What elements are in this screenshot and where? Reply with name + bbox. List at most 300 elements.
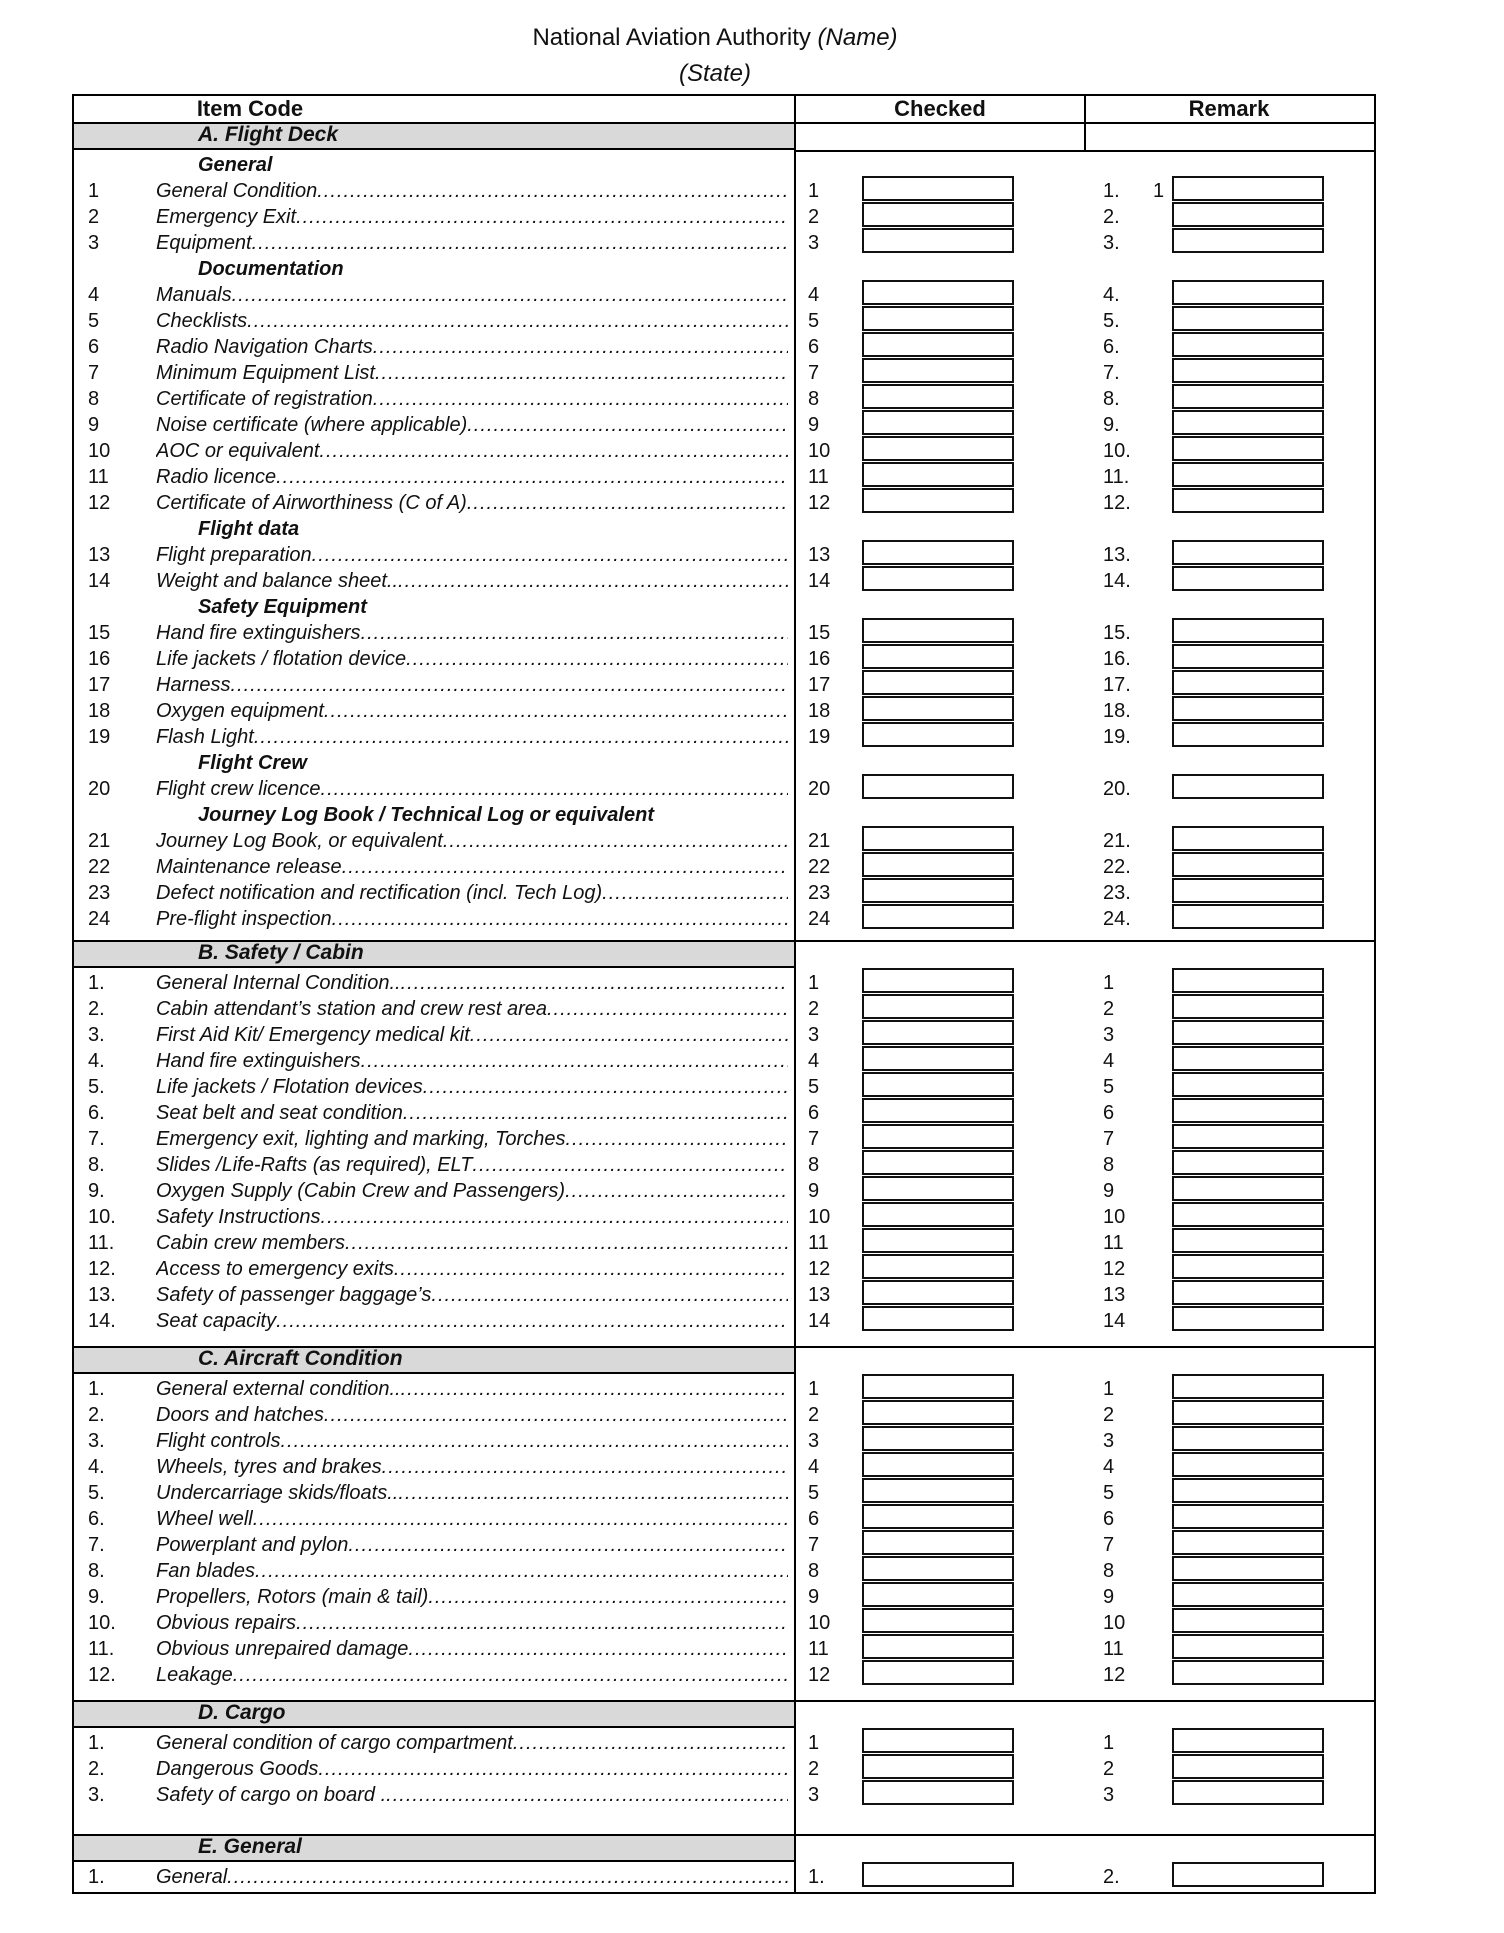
checklist-row — [0, 1126, 1504, 1152]
remark-number: 5 — [1103, 1076, 1115, 1098]
checked-box[interactable] — [862, 1228, 1014, 1253]
remark-box[interactable] — [1172, 358, 1324, 383]
checked-box[interactable] — [862, 1124, 1014, 1149]
remark-number: 10 — [1103, 1612, 1126, 1634]
remark-box[interactable] — [1172, 826, 1324, 851]
remark-number: 12 — [1103, 1664, 1126, 1686]
remark-box[interactable] — [1172, 1098, 1324, 1123]
remark-box[interactable] — [1172, 1374, 1324, 1399]
remark-number: 21. — [1103, 830, 1131, 852]
checked-number: 12 — [808, 1664, 831, 1686]
item-description: Leakage ..... — [156, 1662, 788, 1688]
checked-box[interactable] — [862, 1780, 1014, 1805]
remark-number: 14. — [1103, 570, 1131, 592]
checked-box[interactable] — [862, 488, 1014, 513]
item-description: Checklists ..... — [156, 308, 788, 334]
remark-box[interactable] — [1172, 1072, 1324, 1097]
checked-box[interactable] — [862, 280, 1014, 305]
item-description: Emergency Exit ..... — [156, 204, 788, 230]
item-number: 15 — [88, 622, 111, 644]
checked-box[interactable] — [862, 202, 1014, 227]
item-description: Cabin crew members ..... — [156, 1230, 788, 1256]
remark-box[interactable] — [1172, 540, 1324, 565]
remark-box[interactable] — [1172, 228, 1324, 253]
remark-number: 18. — [1103, 700, 1131, 722]
remark-number: 11. — [1103, 466, 1130, 488]
item-number: 4 — [88, 284, 100, 306]
remark-number: 6 — [1103, 1508, 1115, 1530]
checked-box[interactable] — [862, 1202, 1014, 1227]
item-number: 11. — [88, 1232, 115, 1254]
remark-number: 7 — [1103, 1128, 1115, 1150]
authority-title — [0, 24, 1430, 52]
checklist-row — [0, 282, 1504, 308]
remark-number: 20. — [1103, 778, 1131, 800]
item-number: 1. — [88, 1378, 105, 1400]
remark-box[interactable] — [1172, 1124, 1324, 1149]
item-number: 17 — [88, 674, 111, 696]
remark-box[interactable] — [1172, 1280, 1324, 1305]
checked-box[interactable] — [862, 696, 1014, 721]
checked-box[interactable] — [862, 1634, 1014, 1659]
item-number: 20 — [88, 778, 111, 800]
item-description: General Condition ..... — [156, 178, 788, 204]
item-description: Access to emergency exits ..... — [156, 1256, 788, 1282]
checked-box[interactable] — [862, 436, 1014, 461]
remark-box[interactable] — [1172, 1228, 1324, 1253]
checked-box[interactable] — [862, 1478, 1014, 1503]
checked-number: 19 — [808, 726, 831, 748]
item-description: Cabin attendant’s station and crew rest area ..... — [156, 996, 788, 1022]
remark-box[interactable] — [1172, 462, 1324, 487]
item-number: 9 — [88, 414, 100, 436]
checked-number: 1. — [808, 1866, 825, 1888]
remark-box[interactable] — [1172, 1452, 1324, 1477]
item-description: Propellers, Rotors (main & tail) ..... — [156, 1584, 788, 1610]
checklist-row — [0, 308, 1504, 334]
remark-box[interactable] — [1172, 1862, 1324, 1887]
checked-number: 21 — [808, 830, 831, 852]
checklist-row — [0, 1610, 1504, 1636]
checklist-row — [0, 1506, 1504, 1532]
remark-number: 9 — [1103, 1586, 1115, 1608]
checklist-row — [0, 1022, 1504, 1048]
section-rule-top — [72, 1700, 794, 1702]
remark-box[interactable] — [1172, 696, 1324, 721]
remark-number: 5. — [1103, 310, 1120, 332]
item-description: Flight crew licence ..... — [156, 776, 788, 802]
checklist-row — [0, 1100, 1504, 1126]
item-description: Flight controls ..... — [156, 1428, 788, 1454]
remark-box[interactable] — [1172, 852, 1324, 877]
item-description: Certificate of registration ..... — [156, 386, 788, 412]
item-description: Flash Light ..... — [156, 724, 788, 750]
remark-box[interactable] — [1172, 1728, 1324, 1753]
remark-box[interactable] — [1172, 176, 1324, 201]
checked-number: 8 — [808, 388, 820, 410]
checklist-row — [0, 776, 1504, 802]
remark-number: 3 — [1103, 1784, 1115, 1806]
checked-box[interactable] — [862, 994, 1014, 1019]
checklist-row — [0, 1864, 1504, 1890]
item-number: 4. — [88, 1456, 105, 1478]
item-description: General ..... — [156, 1864, 788, 1890]
remark-number: 24. — [1103, 908, 1131, 930]
item-number: 16 — [88, 648, 111, 670]
item-description: Radio Navigation Charts ..... — [156, 334, 788, 360]
remark-box[interactable] — [1172, 722, 1324, 747]
item-description: General Internal Condition.. ..... — [156, 970, 788, 996]
checked-box[interactable] — [862, 1176, 1014, 1201]
item-description: Hand fire extinguishers ..... — [156, 620, 788, 646]
remark-number: 1 — [1103, 972, 1115, 994]
remark-number: 5 — [1103, 1482, 1115, 1504]
checked-box[interactable] — [862, 722, 1014, 747]
checklist-row — [0, 1730, 1504, 1756]
item-number: 12. — [88, 1258, 116, 1280]
checked-number: 6 — [808, 336, 820, 358]
item-description: First Aid Kit/ Emergency medical kit ..... — [156, 1022, 788, 1048]
checklist-row — [0, 724, 1504, 750]
remark-box[interactable] — [1172, 1254, 1324, 1279]
remark-box[interactable] — [1172, 670, 1324, 695]
section-rule-right — [794, 1834, 1374, 1836]
item-number: 8. — [88, 1154, 105, 1176]
checked-box[interactable] — [862, 1046, 1014, 1071]
checked-number: 2 — [808, 1758, 820, 1780]
remark-number: 9. — [1103, 414, 1120, 436]
checklist-row — [0, 1048, 1504, 1074]
section-title: D. Cargo — [198, 1701, 286, 1724]
remark-number: 11 — [1103, 1638, 1124, 1660]
checked-number: 4 — [808, 284, 820, 306]
checked-box[interactable] — [862, 384, 1014, 409]
remark-box[interactable] — [1172, 1780, 1324, 1805]
remark-number: 12. — [1103, 492, 1131, 514]
item-number: 5. — [88, 1482, 105, 1504]
checked-box[interactable] — [862, 644, 1014, 669]
remark-number: 8. — [1103, 388, 1120, 410]
remark-number: 19. — [1103, 726, 1131, 748]
checked-box[interactable] — [862, 566, 1014, 591]
checklist-row — [0, 1454, 1504, 1480]
item-description: Safety Instructions ..... — [156, 1204, 788, 1230]
checked-box[interactable] — [862, 332, 1014, 357]
checklist-row — [0, 490, 1504, 516]
checked-number: 23 — [808, 882, 831, 904]
checked-box[interactable] — [862, 1072, 1014, 1097]
checked-number: 12 — [808, 492, 831, 514]
remark-box[interactable] — [1172, 994, 1324, 1019]
remark-box[interactable] — [1172, 280, 1324, 305]
checked-number: 5 — [808, 1482, 820, 1504]
remark-box[interactable] — [1172, 1020, 1324, 1045]
group-heading: Journey Log Book / Technical Log or equivalent — [198, 804, 654, 826]
item-number: 4. — [88, 1050, 105, 1072]
item-description: Undercarriage skids/floats.. ..... — [156, 1480, 788, 1506]
checked-number: 6 — [808, 1102, 820, 1124]
checked-box[interactable] — [862, 878, 1014, 903]
remark-box[interactable] — [1172, 410, 1324, 435]
item-description: Slides /Life-Rafts (as required), ELT ..... — [156, 1152, 788, 1178]
remark-box[interactable] — [1172, 488, 1324, 513]
checklist-row — [0, 854, 1504, 880]
checklist-row — [0, 1152, 1504, 1178]
checked-number: 1 — [808, 1732, 820, 1754]
checked-box[interactable] — [862, 904, 1014, 929]
checklist-row — [0, 230, 1504, 256]
checked-number: 17 — [808, 674, 831, 696]
checked-box[interactable] — [862, 228, 1014, 253]
checklist-row — [0, 542, 1504, 568]
checked-box[interactable] — [862, 618, 1014, 643]
remark-box[interactable] — [1172, 1556, 1324, 1581]
checklist-row — [0, 1428, 1504, 1454]
remark-box[interactable] — [1172, 384, 1324, 409]
item-description: General external condition.. ..... — [156, 1376, 788, 1402]
checklist-row — [0, 906, 1504, 932]
checked-number: 3 — [808, 1024, 820, 1046]
remark-box[interactable] — [1172, 1202, 1324, 1227]
checklist-row — [0, 438, 1504, 464]
item-number: 7 — [88, 362, 100, 384]
item-description: Pre-flight inspection ..... — [156, 906, 788, 932]
checked-box[interactable] — [862, 1452, 1014, 1477]
group-heading: Flight Crew — [198, 752, 307, 774]
checked-box[interactable] — [862, 1254, 1014, 1279]
checked-box[interactable] — [862, 1400, 1014, 1425]
remark-box[interactable] — [1172, 306, 1324, 331]
checked-box[interactable] — [862, 1020, 1014, 1045]
remark-box[interactable] — [1172, 1046, 1324, 1071]
checklist-row — [0, 1558, 1504, 1584]
checked-box[interactable] — [862, 1530, 1014, 1555]
checked-box[interactable] — [862, 1374, 1014, 1399]
checklist-row — [0, 1532, 1504, 1558]
item-number: 8 — [88, 388, 100, 410]
remark-number: 6. — [1103, 336, 1120, 358]
remark-number: 4 — [1103, 1050, 1115, 1072]
remark-box[interactable] — [1172, 1754, 1324, 1779]
checked-box[interactable] — [862, 1150, 1014, 1175]
authority-name: National Aviation Authority — [532, 24, 811, 51]
remark-box[interactable] — [1172, 774, 1324, 799]
checked-box[interactable] — [862, 968, 1014, 993]
checklist-row — [0, 620, 1504, 646]
checked-box[interactable] — [862, 1426, 1014, 1451]
item-number: 3. — [88, 1430, 105, 1452]
checked-box[interactable] — [862, 1098, 1014, 1123]
item-description: Radio licence ..... — [156, 464, 788, 490]
checked-box[interactable] — [862, 306, 1014, 331]
checked-number: 3 — [808, 232, 820, 254]
item-number: 6. — [88, 1102, 105, 1124]
item-description: Life jackets / flotation device ..... — [156, 646, 788, 672]
item-description: AOC or equivalent ..... — [156, 438, 788, 464]
item-description: Flight preparation ..... — [156, 542, 788, 568]
remark-number: 3 — [1103, 1024, 1115, 1046]
checklist-row — [0, 464, 1504, 490]
item-number: 13. — [88, 1284, 116, 1306]
checked-box[interactable] — [862, 774, 1014, 799]
remark-box[interactable] — [1172, 1582, 1324, 1607]
remark-box[interactable] — [1172, 1400, 1324, 1425]
item-description: Certificate of Airworthiness (C of A) ..... — [156, 490, 788, 516]
checked-number: 10 — [808, 440, 831, 462]
remark-box[interactable] — [1172, 904, 1324, 929]
checked-box[interactable] — [862, 358, 1014, 383]
checklist-row — [0, 1256, 1504, 1282]
section-title: A. Flight Deck — [198, 123, 339, 146]
remark-number: 6 — [1103, 1102, 1115, 1124]
section-rule-top — [72, 122, 794, 124]
checked-number: 12 — [808, 1258, 831, 1280]
checked-box[interactable] — [862, 1728, 1014, 1753]
item-number: 22 — [88, 856, 111, 878]
item-description: Harness ..... — [156, 672, 788, 698]
remark-number: 8 — [1103, 1154, 1115, 1176]
remark-box[interactable] — [1172, 1176, 1324, 1201]
checked-box[interactable] — [862, 1862, 1014, 1887]
item-description: General condition of cargo compartment ..... — [156, 1730, 788, 1756]
checked-box[interactable] — [862, 176, 1014, 201]
remark-box[interactable] — [1172, 1306, 1324, 1331]
remark-number: 15. — [1103, 622, 1131, 644]
item-number: 1. — [88, 1732, 105, 1754]
checked-box[interactable] — [862, 1556, 1014, 1581]
item-description: Hand fire extinguishers ..... — [156, 1048, 788, 1074]
remark-box[interactable] — [1172, 566, 1324, 591]
checked-number: 6 — [808, 1508, 820, 1530]
checklist-row — [0, 1480, 1504, 1506]
checked-number: 2 — [808, 206, 820, 228]
remark-box[interactable] — [1172, 1530, 1324, 1555]
item-number: 14 — [88, 570, 111, 592]
remark-box[interactable] — [1172, 878, 1324, 903]
checked-number: 18 — [808, 700, 831, 722]
remark-box[interactable] — [1172, 644, 1324, 669]
checklist-row — [0, 672, 1504, 698]
checked-box[interactable] — [862, 1504, 1014, 1529]
remark-number: 13. — [1103, 544, 1131, 566]
item-description: Safety of passenger baggage’s ..... — [156, 1282, 788, 1308]
section-band — [74, 1700, 794, 1726]
remark-box[interactable] — [1172, 968, 1324, 993]
item-description: Wheel well ..... — [156, 1506, 788, 1532]
item-number: 10. — [88, 1612, 116, 1634]
checked-box[interactable] — [862, 1280, 1014, 1305]
item-description: Powerplant and pylon ..... — [156, 1532, 788, 1558]
checked-number: 13 — [808, 1284, 831, 1306]
section-band — [74, 1834, 794, 1860]
item-number: 5. — [88, 1076, 105, 1098]
remark-box[interactable] — [1172, 1150, 1324, 1175]
checked-box[interactable] — [862, 670, 1014, 695]
item-description: Obvious repairs ..... — [156, 1610, 788, 1636]
section-band — [74, 940, 794, 966]
checklist-row — [0, 1308, 1504, 1334]
remark-box[interactable] — [1172, 1426, 1324, 1451]
checklist-row — [0, 204, 1504, 230]
remark-number: 17. — [1103, 674, 1131, 696]
item-number: 11 — [88, 466, 109, 488]
remark-number: 1 — [1103, 1378, 1115, 1400]
checked-box[interactable] — [862, 462, 1014, 487]
checklist-row — [0, 360, 1504, 386]
remark-number: 2 — [1103, 998, 1115, 1020]
checked-number: 2 — [808, 998, 820, 1020]
column-checked: Checked — [894, 96, 986, 121]
checked-box[interactable] — [862, 540, 1014, 565]
checklist-row — [0, 1230, 1504, 1256]
group-heading: Documentation — [198, 258, 344, 280]
checked-box[interactable] — [862, 410, 1014, 435]
item-description: Journey Log Book, or equivalent ..... — [156, 828, 788, 854]
section-rule-right — [794, 1346, 1374, 1348]
item-description: Emergency exit, lighting and marking, Torches ..... — [156, 1126, 788, 1152]
item-number: 3. — [88, 1784, 105, 1806]
checked-number: 11 — [808, 466, 829, 488]
checklist-row — [0, 1376, 1504, 1402]
checked-box[interactable] — [862, 1754, 1014, 1779]
checked-box[interactable] — [862, 1660, 1014, 1685]
checked-number: 16 — [808, 648, 831, 670]
checked-box[interactable] — [862, 852, 1014, 877]
item-description: Safety of cargo on board . ..... — [156, 1782, 788, 1808]
checked-number: 5 — [808, 1076, 820, 1098]
remark-box[interactable] — [1172, 332, 1324, 357]
item-description: Defect notification and rectification (incl. Tech Log) ..... — [156, 880, 788, 906]
item-description: Fan blades ..... — [156, 1558, 788, 1584]
section-rule-bottom — [72, 1726, 794, 1728]
remark-number: 23. — [1103, 882, 1131, 904]
item-number: 1. — [88, 1866, 105, 1888]
remark-box[interactable] — [1172, 1608, 1324, 1633]
remark-box[interactable] — [1172, 1504, 1324, 1529]
item-number: 18 — [88, 700, 111, 722]
checked-box[interactable] — [862, 1608, 1014, 1633]
remark-box[interactable] — [1172, 1660, 1324, 1685]
remark-box[interactable] — [1172, 618, 1324, 643]
checklist-row — [0, 1782, 1504, 1808]
checked-box[interactable] — [862, 826, 1014, 851]
checklist-row — [0, 1204, 1504, 1230]
checklist-row — [0, 646, 1504, 672]
section-rule-top — [72, 940, 794, 942]
checked-number: 13 — [808, 544, 831, 566]
checked-number: 11 — [808, 1232, 829, 1254]
column-remark: Remark — [1188, 96, 1270, 121]
checked-box[interactable] — [862, 1582, 1014, 1607]
checklist-row — [0, 1756, 1504, 1782]
remark-box[interactable] — [1172, 1478, 1324, 1503]
checked-number: 7 — [808, 1534, 820, 1556]
remark-box[interactable] — [1172, 202, 1324, 227]
checked-box[interactable] — [862, 1306, 1014, 1331]
remark-number: 7. — [1103, 362, 1120, 384]
checked-number: 24 — [808, 908, 831, 930]
item-description: Manuals ..... — [156, 282, 788, 308]
section-rule-top — [72, 1346, 794, 1348]
remark-number: 14 — [1103, 1310, 1126, 1332]
item-number: 3 — [88, 232, 100, 254]
remark-box[interactable] — [1172, 436, 1324, 461]
item-description: Weight and balance sheet.. ..... — [156, 568, 788, 594]
item-number: 11. — [88, 1638, 115, 1660]
remark-box[interactable] — [1172, 1634, 1324, 1659]
checked-number: 7 — [808, 1128, 820, 1150]
item-description: Wheels, tyres and brakes ..... — [156, 1454, 788, 1480]
